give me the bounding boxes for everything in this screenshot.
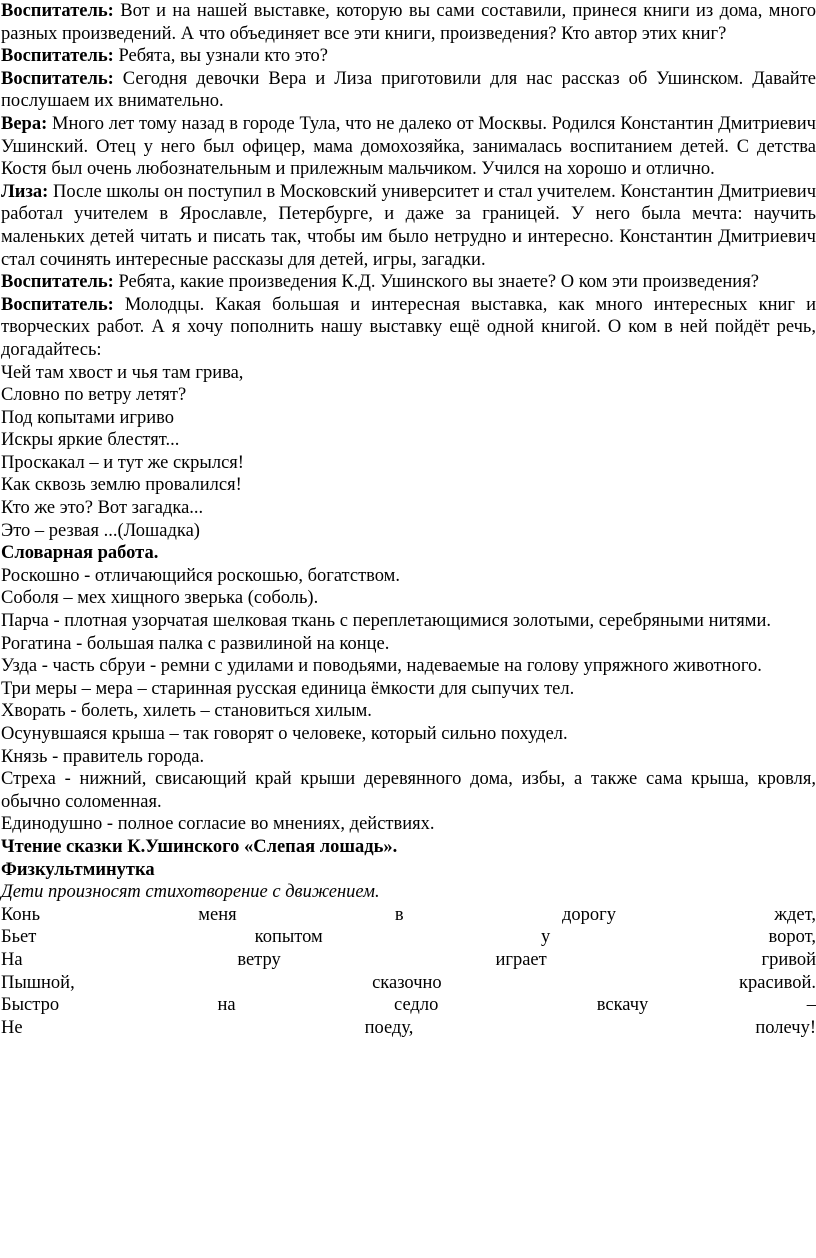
paragraph-text: Молодцы. Какая большая и интересная выставка, как много интересных книг и творческих работ. А я хочу пополнить нашу выставку ещё одной книгой. О ком в ней пойдёт речь, догадайтесь:	[1, 294, 816, 360]
poem-word: На	[1, 949, 23, 970]
poem-word: Не	[1, 1017, 23, 1038]
riddle-line: Искры яркие блестят...	[1, 430, 180, 451]
paragraph-text: Много лет тому назад в городе Тула, что не далеко от Москвы. Родился Константин Дмитриевич Ушинский. Отец у него был офицер, мама домохозяйка, занималась воспитанием детей. С детства Костя был очень любознательным и прилежным мальчиком. Учился на хорошо и отлично.	[1, 113, 816, 180]
poem-word: Конь	[1, 904, 41, 925]
speaker-label: Воспитатель:	[1, 1, 114, 21]
dialogue-paragraph	[1, 181, 816, 271]
poem-line	[1, 1017, 816, 1040]
poem-word: Бьет	[1, 927, 37, 948]
poem-line	[1, 994, 816, 1017]
poem-word: красивой.	[739, 972, 816, 993]
poem-word: дорогу	[561, 904, 616, 925]
paragraph-text: Сегодня девочки Вера и Лиза приготовили для нас рассказ об Ушинском. Давайте послушаем их внимательно.	[1, 68, 816, 112]
vocab-entry: Осунувшаяся крыша – так говорят о человеке, который сильно похудел.	[1, 724, 568, 744]
vocab-entry: Рогатина - большая палка с развилиной на конце.	[1, 633, 390, 654]
vocab-entry: Три меры – мера – старинная русская единица ёмкости для сыпучих тел.	[1, 678, 575, 699]
speaker-label: Вера:	[1, 113, 48, 134]
vocab-entry: Соболя – мех хищного зверька (соболь).	[1, 588, 319, 609]
riddle-line: Как сквозь землю провалился!	[1, 475, 242, 496]
speaker-label: Воспитатель:	[1, 68, 114, 89]
reading-heading: Чтение сказки К.Ушинского «Слепая лошадь».	[1, 836, 398, 857]
speaker-label: Воспитатель:	[1, 272, 114, 293]
poem-word: у	[541, 927, 551, 948]
fizminutka-heading: Физкультминутка	[1, 859, 155, 880]
paragraph-text: Ребята, какие произведения К.Д. Ушинского вы знаете? О ком эти произведения?	[113, 272, 759, 293]
riddle-line: Кто же это? Вот загадка...	[1, 498, 204, 519]
riddle-line: Под копытами игриво	[1, 407, 174, 428]
poem-word: поеду,	[364, 1017, 414, 1038]
dialogue-paragraph	[1, 68, 816, 113]
vocab-entry: Парча - плотная узорчатая шелковая ткань с переплетающимися золотыми, серебряными нитями.	[1, 611, 771, 632]
poem-word: на	[217, 995, 236, 1016]
riddle-line: Словно по ветру летят?	[1, 385, 187, 406]
poem-word: сказочно	[372, 972, 442, 993]
speaker-label: Воспитатель:	[1, 294, 114, 315]
poem-word: ждет,	[774, 904, 816, 925]
poem-word: –	[806, 995, 816, 1016]
dialogue-paragraph	[1, 294, 816, 362]
vocab-list	[1, 565, 816, 836]
vocab-entry: Хворать - болеть, хилеть – становиться хилым.	[1, 701, 372, 722]
poem-line	[1, 949, 816, 972]
speaker-label: Лиза:	[1, 181, 49, 202]
poem-line	[1, 926, 816, 949]
paragraph-text: Вот и на нашей выставке, которую вы сами составили, принеся книги из дома, много разных произведений. А что объединяет все эти книги, произведения? Кто автор этих книг?	[1, 1, 816, 44]
poem-word: копытом	[254, 927, 323, 948]
fizminutka-note: Дети произносят стихотворение с движением.	[1, 882, 380, 903]
dialogue-paragraph	[1, 113, 816, 181]
paragraph-text: После школы он поступил в Московский университет и стал учителем. Константин Дмитриевич работал учителем в Ярославле, Петербурге, и даже за границей. У него была мечта: научить маленьких детей читать и писать так, чтобы им было нетрудно и интересно. Константин Дмитриевич стал сочинять интересные рассказы для детей, игры, загадки.	[1, 181, 816, 270]
poem-word: вскачу	[596, 995, 649, 1016]
poem-line	[1, 904, 816, 927]
poem-word: в	[394, 904, 404, 925]
riddle-line: Это – резвая ...(Лошадка)	[1, 520, 200, 541]
movement-poem	[1, 904, 816, 1040]
poem-word: меня	[198, 904, 237, 925]
poem-word: гривой	[761, 949, 816, 970]
vocab-entry: Единодушно - полное согласие во мнениях, действиях.	[1, 814, 435, 835]
riddle-line: Проскакал – и тут же скрылся!	[1, 452, 244, 473]
poem-word: ветру	[237, 949, 281, 970]
poem-word: седло	[394, 995, 439, 1016]
poem-word: полечу!	[755, 1017, 816, 1038]
speaker-label: Воспитатель:	[1, 46, 114, 67]
paragraph-text: Ребята, вы узнали кто это?	[113, 46, 329, 67]
vocab-entry: Узда - часть сбруи - ремни с удилами и поводьями, надеваемые на голову упряжного животного.	[1, 656, 762, 677]
vocab-entry: Роскошно - отличающийся роскошью, богатством.	[1, 565, 400, 586]
poem-word: ворот,	[768, 927, 816, 948]
riddle-poem	[1, 362, 816, 543]
dialogue-paragraph	[1, 271, 816, 294]
poem-word: Быстро	[1, 995, 60, 1016]
vocab-entry: Князь - правитель города.	[1, 746, 205, 767]
dialogue-paragraph	[1, 45, 816, 68]
vocab-entry: Стреха - нижний, свисающий край крыши деревянного дома, избы, а также сама крыша, кровля, обычно соломенная.	[1, 769, 816, 812]
dialogue-paragraph	[1, 0, 816, 45]
riddle-line: Чей там хвост и чья там грива,	[1, 362, 244, 383]
poem-line	[1, 972, 816, 995]
vocab-heading: Словарная работа.	[1, 543, 159, 564]
poem-word: играет	[495, 949, 547, 970]
poem-word: Пышной,	[1, 972, 75, 993]
